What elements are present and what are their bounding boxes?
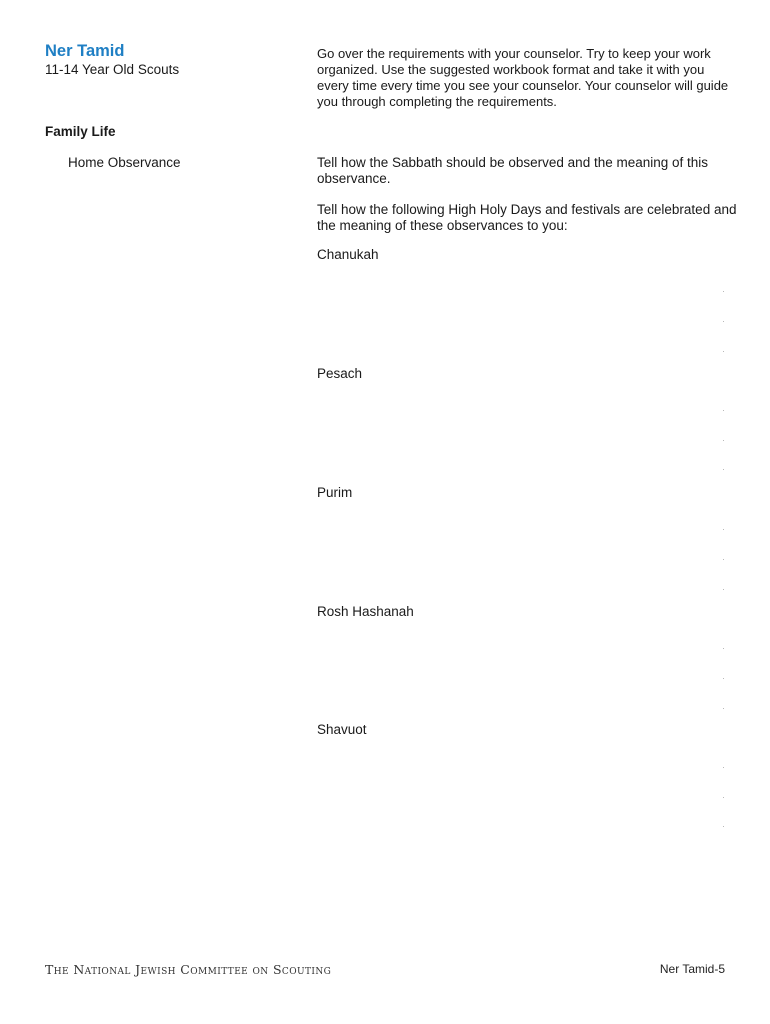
section-title: Family Life [45,124,116,139]
holiday-purim: Purim [317,485,353,500]
intro-paragraph: Go over the requirements with your counselor. Try to keep your work organized. Use the suggested workbook format and take it with you every time every time you see your counselor. Your counselor will guide you through completing the requirements. [317,46,729,109]
answer-line-mark [723,529,724,530]
answer-line-mark [723,648,724,649]
document-subtitle: 11-14 Year Old Scouts [45,62,180,77]
answer-line-mark [723,410,724,411]
requirement-holidays: Tell how the following High Holy Days and festivals are celebrated and the meaning of these observances to you: [317,202,737,233]
answer-line-mark [723,469,724,470]
answer-line-mark [723,708,724,709]
footer-organization: The National Jewish Committee on Scouting [45,962,332,977]
answer-line-mark [723,291,724,292]
holiday-rosh-hashanah: Rosh Hashanah [317,604,414,619]
answer-line-mark [723,678,724,679]
holiday-pesach: Pesach [317,366,363,381]
requirement-sabbath: Tell how the Sabbath should be observed and the meaning of this observance. [317,155,709,186]
subsection-title: Home Observance [68,155,181,170]
footer-page-number: Ner Tamid-5 [659,962,725,976]
holiday-chanukah: Chanukah [317,247,379,262]
answer-line-mark [723,440,724,441]
answer-line-mark [723,351,724,352]
answer-line-mark [723,767,724,768]
answer-line-mark [723,589,724,590]
holiday-shavuot: Shavuot [317,722,367,737]
answer-line-mark [723,826,724,827]
document-title: Ner Tamid [45,42,125,60]
answer-line-mark [723,321,724,322]
answer-line-mark [723,797,724,798]
answer-line-mark [723,559,724,560]
